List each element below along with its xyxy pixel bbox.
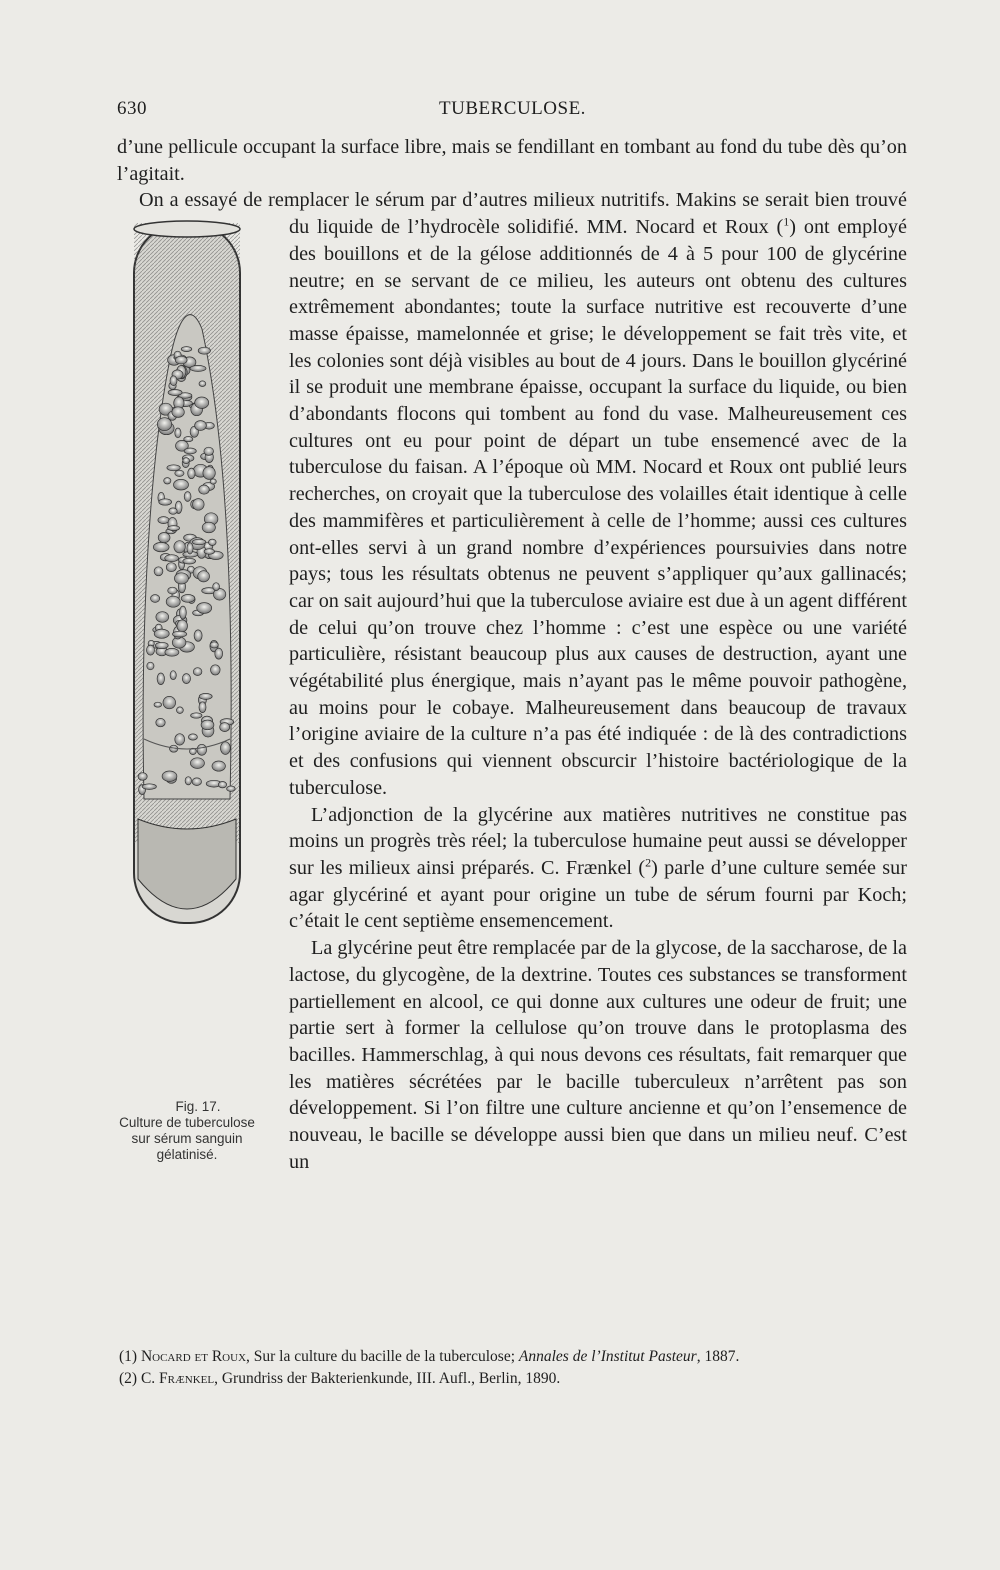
culture-colony [210, 642, 218, 648]
culture-colony [175, 734, 185, 745]
culture-colony [227, 786, 236, 791]
culture-colony [172, 631, 186, 637]
culture-colony [182, 674, 190, 684]
culture-colony [190, 366, 206, 372]
culture-colony [180, 606, 187, 619]
figure-caption-text: Culture de tuberculose sur sérum sanguin gélatinisé. [119, 1115, 255, 1163]
culture-colony [204, 549, 214, 555]
paragraph-1: d’une pellicule occupant la surface libre, mais se fendillant en tombant au fond du tube dès qu’on l’agitait. [117, 136, 907, 185]
culture-colony [184, 437, 193, 442]
culture-colony [170, 671, 176, 680]
culture-colony [155, 642, 168, 648]
culture-colony [192, 539, 206, 545]
figure-label: Fig. 17. [175, 1099, 221, 1115]
culture-colony [158, 517, 169, 524]
culture-colony [175, 470, 184, 476]
culture-colony [213, 583, 220, 591]
culture-colony [193, 499, 205, 511]
culture-colony [174, 541, 185, 553]
culture-colony [193, 668, 202, 676]
culture-colony [162, 771, 177, 781]
culture-colony [195, 421, 207, 431]
culture-colony [211, 665, 221, 675]
culture-colony [156, 612, 169, 623]
footnote-2-mark: (2) [119, 1370, 138, 1387]
culture-colony [147, 645, 155, 655]
culture-colony [151, 595, 160, 603]
culture-colony [175, 428, 181, 438]
culture-colony [190, 758, 204, 769]
culture-colony [209, 539, 217, 545]
culture-colony [163, 697, 176, 709]
culture-colony [184, 492, 191, 502]
culture-colony [153, 543, 169, 552]
culture-colony [168, 390, 182, 396]
footnote-ref-1[interactable]: 1 [783, 214, 790, 229]
culture-colony [138, 773, 147, 781]
footnote-1-text: Sur la culture du bacille de la tuberculose; [249, 1348, 519, 1365]
culture-colony [168, 526, 180, 531]
test-tube-culture-illustration [130, 219, 246, 949]
culture-colony [218, 782, 226, 788]
culture-colony [185, 777, 191, 785]
culture-colony [177, 620, 188, 632]
culture-colony [157, 673, 164, 685]
paragraph-2-rest: ) ont employé des bouillons et de la gélose additionnés de 4 à 5 pour 100 de glycérine neutre; en se servant de ce milieu, les auteurs ont obtenu des cultures extrêmement abondantes; toute la surface nutritive est recouverte d’une masse épaisse, mamelonnée et grise; le développement se fait très vite, et les colonies sont déjà visibles au bout de 4 jours. Dans le bouillon glycériné il se produit une membrane épaisse, occupant la surface du liquide, ou bien d’abondants flocons qui tombent au fond du vase. Malheureusement ces cultures ont eu pour point de départ un tube ensemencé avec de la tuberculose du faisan. A l’époque où MM. Nocard et Roux ont publié leurs recherches, on croyait que la tuberculose des volailles était identique à celle des mammifères et particulièrement à celle de l’homme; aussi ces cultures ont-elles servi à un grand nombre d’expériences poursuivies dans notre pays; tous les résultats obtenus ne peuvent s’appliquer qu’aux gallinacés; car on sait aujourd’hui que la tuberculose aviaire est due à un agent différent de celui qu’on trouve chez l’homme : c’est une espèce ou une variété particulière, résistant beaucoup plus aux causes de destruction, ayant une végétabilité plus énergique, mais n’ayant pas le même pouvoir pathogène, au moins pour le cobaye. Malheureusement dans beaucoup de travaux l’origine aviaire de la culture n’a pas été indiquée : de là des contradictions et des confusions qui viennent obscurcir l’histoire bactériologique de la tuberculose. [289, 216, 907, 799]
culture-colony [201, 720, 214, 730]
culture-colony [188, 734, 197, 740]
culture-colony [202, 522, 215, 533]
culture-colony [210, 479, 216, 484]
footnotes [117, 1348, 907, 1392]
culture-colony [194, 630, 202, 641]
culture-colony [154, 629, 169, 638]
culture-colony [164, 478, 171, 484]
culture-colony [198, 347, 210, 354]
culture-colony [212, 761, 225, 771]
culture-colony [199, 485, 210, 494]
culture-colony [154, 567, 163, 576]
culture-colony [159, 499, 172, 505]
culture-colony [175, 356, 187, 364]
culture-colony [147, 662, 154, 670]
figure-caption [117, 1099, 257, 1163]
culture-colony [158, 533, 170, 543]
footnote-1-journal: Annales de l’Institut Pasteur [518, 1348, 697, 1365]
culture-colony [156, 719, 165, 727]
paragraph-3-start: L’adjonction de la glycérine aux matières nutritives ne constitue pas moins un progrès très réel; la tuberculose humaine peut aussi se développer sur les milieux ainsi préparés. C. Frænkel ( [289, 803, 907, 879]
culture-colony [203, 467, 215, 480]
culture-colony [204, 447, 214, 455]
culture-colony [195, 397, 209, 408]
footnote-2-text: Grundriss der Bakterienkunde, III. Aufl., Berlin, 1890. [217, 1370, 561, 1387]
culture-colony [165, 649, 179, 657]
footnote-2-authors: C. Frænkel, [140, 1370, 218, 1387]
culture-colony [170, 376, 177, 386]
culture-colony [154, 702, 162, 707]
culture-colony [187, 543, 193, 554]
culture-colony [192, 778, 201, 786]
culture-colony [181, 347, 192, 352]
footnote-1-authors: Nocard et Roux, [140, 1348, 250, 1365]
running-header [117, 98, 907, 128]
culture-colony [183, 458, 190, 464]
culture-colony [184, 448, 196, 454]
culture-colony [188, 468, 195, 479]
culture-colony [166, 596, 180, 607]
page-number: 630 [117, 98, 147, 119]
footnote-ref-2[interactable]: 2 [645, 855, 652, 870]
culture-colony [198, 571, 210, 582]
footnote-1-year: , 1887. [696, 1348, 740, 1365]
body-text [117, 134, 907, 1187]
paragraph-3-rest: ) parle d’une culture semée sur agar glycériné et ayant pour origine un tube de sérum fourni par Koch; c’était le cent septième ensemencement. [289, 856, 907, 933]
culture-colony [169, 508, 177, 514]
culture-colony [172, 407, 184, 418]
culture-colony [191, 713, 202, 718]
culture-colony [166, 563, 176, 572]
culture-colony [199, 381, 206, 387]
paragraph-4: La glycérine peut être remplacée par de la glycose, de la saccharose, de la lactose, du glycogène, de la dextrine. Toutes ces substances se transforment partiellement en alcool, ce qui donne aux cultures une odeur de fruit; une partie sert à former la cellulose qu’on trouve dans le protoplasma des bacilles. Hammerschlag, à qui nous devons ces résultats, fait remarquer que les matières sécrétées par le bacille tuberculeux n’arrêtent pas son développement. Si l’on filtre une culture ancienne et qu’on l’ensemence de nouveau, le bacille se développe aussi bien que dans un milieu neuf. C’est un [289, 937, 907, 1173]
culture-colony [220, 723, 230, 732]
culture-colony [215, 648, 223, 659]
culture-colony [197, 603, 212, 614]
footnote-1-mark: (1) [119, 1348, 138, 1365]
running-title: TUBERCULOSE. [439, 98, 586, 119]
footnote-2 [117, 1370, 907, 1388]
culture-colony [177, 707, 184, 714]
footnote-1 [117, 1348, 907, 1366]
culture-colony [174, 573, 188, 584]
culture-colony [168, 587, 177, 594]
culture-colony [183, 558, 196, 564]
figure-17 [117, 217, 289, 1187]
paragraph-2-start: On a essayé de remplacer le sérum par d’autres milieux nutritifs. Makins se serait bien trouvé du liquide de l’hydrocèle solidifié. MM. Nocard et Roux ( [139, 189, 907, 239]
culture-colony [181, 595, 195, 603]
culture-colony [199, 702, 206, 713]
culture-colony [165, 555, 179, 562]
culture-colony [174, 480, 189, 491]
culture-colony [142, 784, 156, 790]
culture-colony [197, 744, 207, 755]
culture-colony [221, 742, 231, 755]
culture-colony [199, 694, 212, 700]
